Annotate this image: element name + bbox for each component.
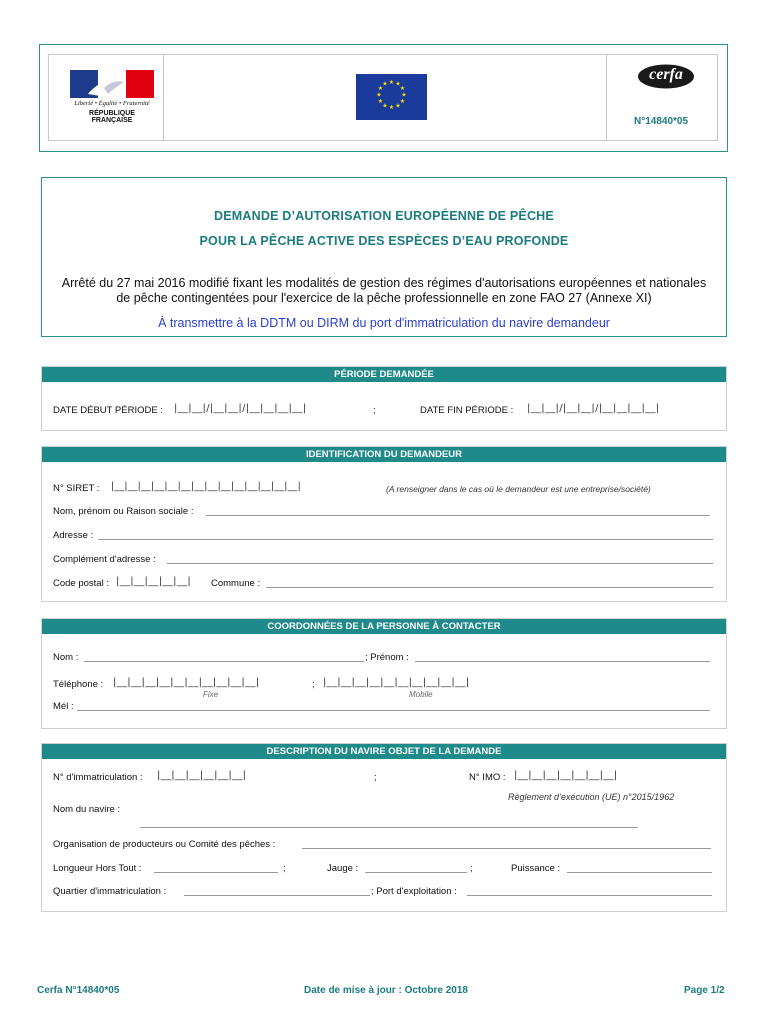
immatriculation-field[interactable]: |__|__|__|__|__|__| <box>157 770 247 781</box>
title-frame <box>41 177 727 337</box>
reglement-note: Règlement d’exécution (UE) n°2015/1962 <box>508 792 675 802</box>
header-divider <box>606 54 607 141</box>
code-postal-label: Code postal : <box>53 578 109 589</box>
transmit-instruction: À transmettre à la DDTM ou DIRM du port d'immatriculation du navire demandeur <box>158 316 610 330</box>
svg-text:★: ★ <box>395 102 401 110</box>
code-postal-field[interactable]: |__|__|__|__|__| <box>116 576 192 587</box>
imo-field[interactable]: |__|__|__|__|__|__|__| <box>514 770 618 781</box>
telephone-label: Téléphone : <box>53 679 104 690</box>
imo-label: N° IMO : <box>469 772 506 783</box>
date-fin-field[interactable]: |__|__|/|__|__|/|__|__|__|__| <box>527 403 660 414</box>
nom-raison-sociale-input[interactable] <box>206 506 710 516</box>
nom-navire-input[interactable] <box>140 818 638 828</box>
title-line-2: POUR LA PÊCHE ACTIVE DES ESPÈCES D’EAU PROFONDE <box>199 234 569 248</box>
puissance-label: Puissance : <box>511 863 561 874</box>
svg-text:★: ★ <box>388 79 395 86</box>
periode-section <box>41 366 727 431</box>
complement-adresse-input[interactable] <box>167 554 713 564</box>
footer-page-number: Page 1/2 <box>684 985 725 996</box>
identification-header: IDENTIFICATION DU DEMANDEUR <box>42 447 726 462</box>
organisation-input[interactable] <box>302 839 711 849</box>
nom-raison-sociale-label: Nom, prénom ou Raison sociale : <box>53 506 194 517</box>
contact-header: COORDONNÉES DE LA PERSONNE À CONTACTER <box>42 619 726 634</box>
eu-flag-icon <box>356 74 427 120</box>
form-number: N°14840*05 <box>634 116 689 127</box>
svg-text:★: ★ <box>401 91 407 99</box>
commune-label: Commune : <box>211 578 261 589</box>
longueur-separator: ; <box>283 863 286 874</box>
date-debut-label: DATE DÉBUT PÉRIODE : <box>53 405 163 416</box>
arrete-line-1: Arrêté du 27 mai 2016 modifié fixant les modalités de gestion des régimes d'autorisations européennes et nationales <box>61 276 707 290</box>
svg-text:★: ★ <box>377 98 384 105</box>
date-debut-field[interactable]: |__|__|/|__|__|/|__|__|__|__| <box>174 403 307 414</box>
telephone-fixe-field[interactable]: |__|__|__|__|__|__|__|__|__|__| <box>113 677 260 688</box>
svg-text:★: ★ <box>399 98 406 105</box>
puissance-input[interactable] <box>567 863 712 873</box>
commune-input[interactable] <box>266 578 713 588</box>
title-line-1: DEMANDE D’AUTORISATION EUROPÉENNE DE PÊCHE <box>214 209 554 223</box>
port-exploitation-input[interactable] <box>467 886 712 896</box>
siret-label: N° SIRET : <box>53 483 100 494</box>
republique-name: RÉPUBLIQUE FRANÇAISE <box>89 110 135 124</box>
mel-label: Mél : <box>53 701 74 712</box>
periode-header: PÉRIODE DEMANDÉE <box>42 367 726 382</box>
contact-nom-input[interactable] <box>84 652 364 662</box>
arrete-line-2: de pêche contingentées pour l'exercice de la pêche professionnelle en zone FAO 27 (Annexe XI) <box>116 291 652 305</box>
svg-text:★: ★ <box>382 102 388 110</box>
contact-section <box>41 618 727 729</box>
republique-francaise-logo <box>66 66 158 124</box>
republique-motto: Liberté • Égalité • Fraternité <box>74 100 150 107</box>
quartier-label: Quartier d'immatriculation : <box>53 886 167 897</box>
contact-prenom-label: ; Prénom : <box>365 652 409 663</box>
navire-header: DESCRIPTION DU NAVIRE OBJET DE LA DEMANDE <box>42 744 726 759</box>
svg-text:★: ★ <box>376 91 382 99</box>
svg-text:★: ★ <box>399 85 406 92</box>
siret-note: (A renseigner dans le cas où le demandeur est une entreprise/société) <box>386 484 651 494</box>
telephone-mobile-field[interactable]: |__|__|__|__|__|__|__|__|__|__| <box>323 677 470 688</box>
organisation-label: Organisation de producteurs ou Comité des pêches : <box>53 839 276 850</box>
periode-separator: ; <box>373 405 376 416</box>
siret-field[interactable]: |__|__|__|__|__|__|__|__|__|__|__|__|__|__| <box>111 481 302 492</box>
svg-text:★: ★ <box>377 85 384 92</box>
fixe-caption: Fixe <box>203 690 219 699</box>
mel-input[interactable] <box>77 701 710 711</box>
header-divider <box>163 54 164 141</box>
contact-nom-label: Nom : <box>53 652 79 663</box>
adresse-label: Adresse : <box>53 530 94 541</box>
jauge-input[interactable] <box>365 863 467 873</box>
quartier-input[interactable] <box>184 886 370 896</box>
port-exploitation-label: ; Port d'exploitation : <box>371 886 457 897</box>
cerfa-logo <box>636 63 696 90</box>
immatriculation-label: N° d'immatriculation : <box>53 772 143 783</box>
cerfa-logo-text: cerfa <box>649 66 683 83</box>
complement-adresse-label: Complément d'adresse : <box>53 554 156 565</box>
svg-text:★: ★ <box>395 80 401 88</box>
footer-update-date: Date de mise à jour : Octobre 2018 <box>304 985 468 996</box>
navire-separator: ; <box>374 772 377 783</box>
footer-cerfa: Cerfa N°14840*05 <box>37 985 120 996</box>
svg-text:★: ★ <box>382 80 388 88</box>
jauge-label: Jauge : <box>327 863 359 874</box>
date-fin-label: DATE FIN PÉRIODE : <box>420 405 514 416</box>
longueur-input[interactable] <box>154 863 278 873</box>
nom-navire-label: Nom du navire : <box>53 804 121 815</box>
adresse-input[interactable] <box>98 530 713 540</box>
contact-prenom-input[interactable] <box>415 652 710 662</box>
telephone-separator: ; <box>312 679 315 690</box>
mobile-caption: Mobile <box>409 690 433 699</box>
jauge-separator: ; <box>470 863 473 874</box>
svg-text:★: ★ <box>388 104 395 111</box>
longueur-label: Longueur Hors Tout : <box>53 863 142 874</box>
